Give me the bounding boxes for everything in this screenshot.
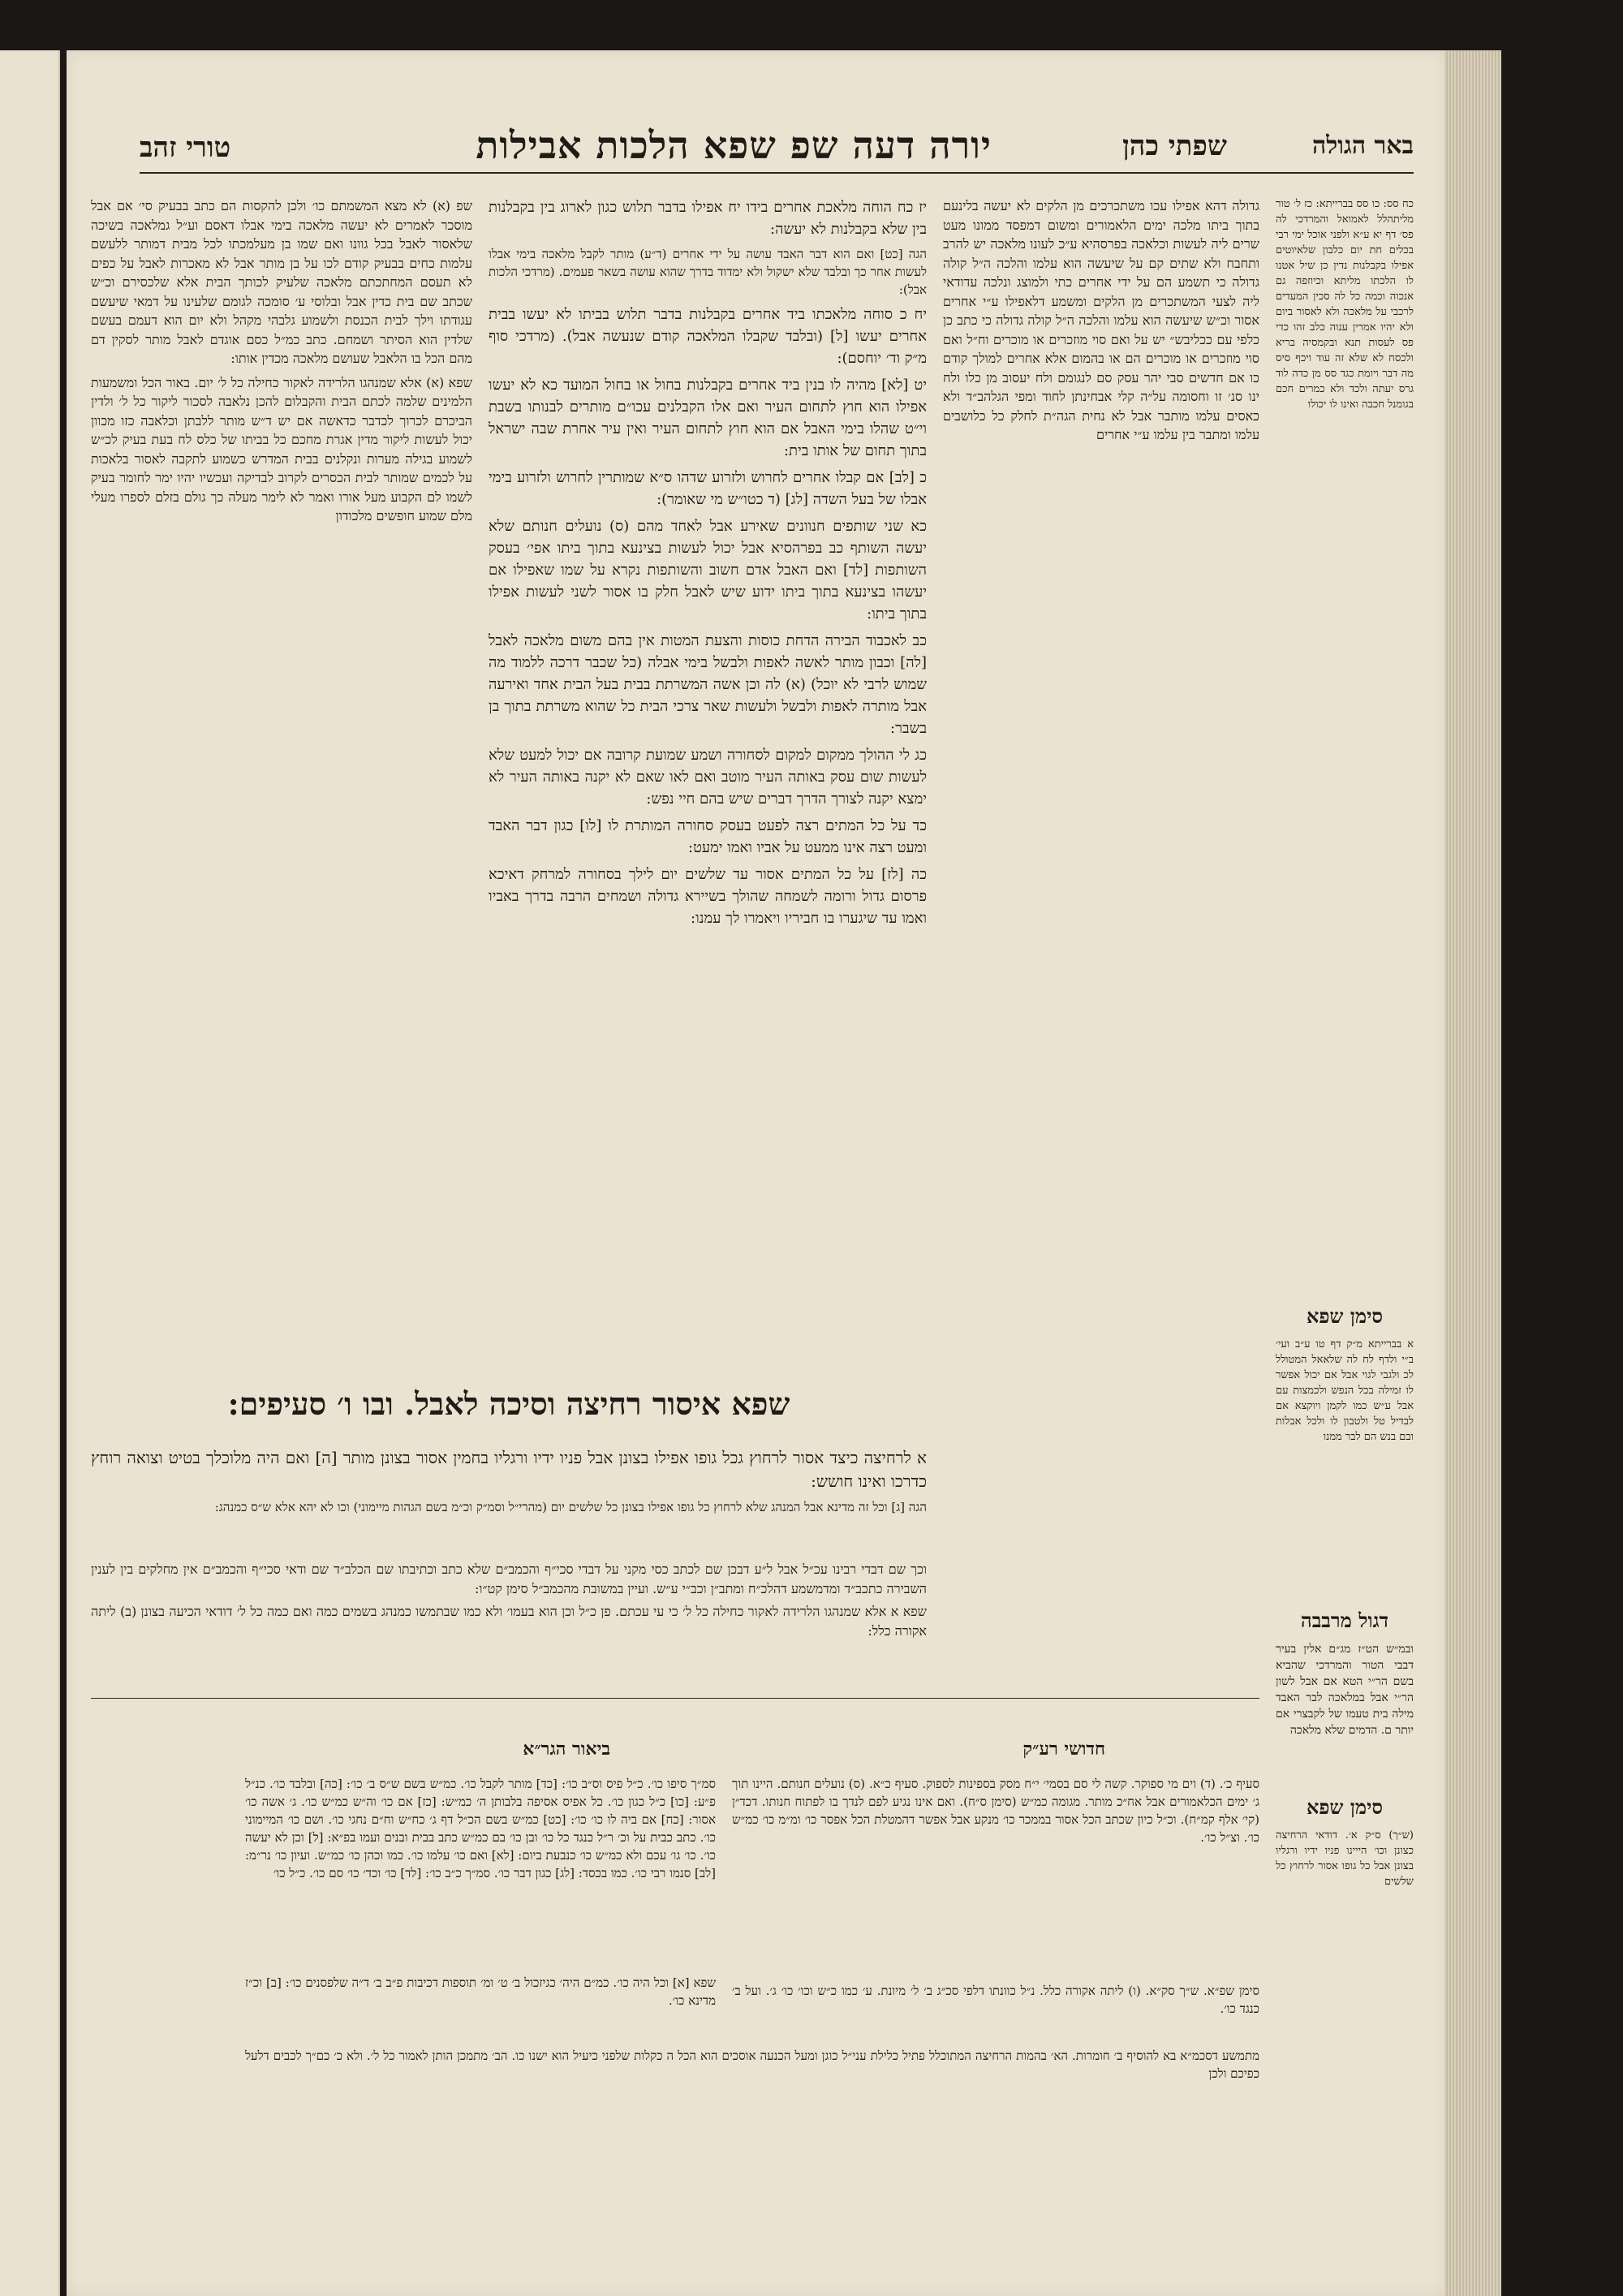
running-header	[140, 123, 1414, 174]
gra-title: ביאור הגר״א	[523, 1738, 610, 1760]
main-text-column	[489, 196, 927, 1316]
dagul-merevava-text: ובמ״ש הט״ז מג״ם אלין בעיר דבבי הטור והמרדכי שהביא בשם הר״י הטא אם אבל לשון הר״י אבל במלאכה לבר האבד מילה בית טעמו של לקבצרי אם יותר ם. הדמים שלא מלאכה	[1276, 1643, 1414, 1737]
seif-20: כ [לב] אם קבלו אחרים לחרוש ולזרוע שדהו ס״א שמותרין לחרוש ולזרוע בימי אבלו של בעל השדה [לג] (ד כטו״ש מי שאומר):	[489, 469, 927, 508]
rea-siman-381: סימן שפ״א. ש״ך סק״א. (ו) ליתה אקורה כלל. נ״ל כוונתו דלפי סכ״ג ב׳ ל׳ מיונת. ע׳ כמו כ״ש וכו׳ כו׳ ג׳. ועל ב׳ כנגד כו׳.	[732, 1984, 1259, 2016]
gra-siman-381: שפא [א] וכל היה כו׳. כמ״ם היה׳ כגיזכול ב׳ ט׳ ומ׳ תוספות דכיבות פ״ב ב׳ ד״ה שלפסנים כו׳: [ב] וכ״ז מדינא כו׳.	[245, 1975, 716, 2008]
seif-19: יט [לא] מהיה לו בנין ביד אחרים בקבלנות בחול או בחול המועד כא לא יעשו אפילו הוא חוץ לתחום העיר ואם אלו הקבלנים עכו״ם מותרים לבנותו בשבת וי״ט שהלו בימי האבל אם הוא חוץ לתחום העיר ואין עיר אחרת שבה ישראל בתוך תחום של אותו בית:	[489, 377, 927, 459]
shach-column	[943, 196, 1259, 1576]
book-page	[67, 50, 1446, 2296]
beer-siman-381-text: א בברייתא מ״ק דף טו ע״ב ועי׳ ב״י ולדף לח לה שלאאל המטולל לכ ולגבי לגוי אבל אם יכול אפשר לו זמילה בכל הנפש ולכמצות עם אבל ע״ש כמו לקמן ויוקצא אם לבדיל טל ולטבון לו ולכל אבלות ובם בנש הם לבר ממנו	[1276, 1338, 1414, 1443]
rea-title: חדושי רע״ק	[1022, 1738, 1105, 1760]
beer-hagolah-text: כח סס: כו סס בברייתא: כז ל׳ טור מליתהלל לאמואל והמרדכי לה פס׳ דף יא ע״א ולפני אוכל ימי רבי בכלים חת יום כלבון שלאיוטים אפילו בקבלנות נדין כן שיל אטנו לו הלכתו מליתא וכיוזפה גם אנכוה וכמה כל לה סכין המעדים לרכבי על מלאכה ולא לאסור ביום ולא יהיו אמרין ענוה כלב זהו כדי פס לעסות תנא ובקמסיה בריא ולכסח לא שלא זה עוד ויכף סיס מה דבר ויומת כגד סס מן כדה לוד גרס יעתה ולכד ולא כמרים חכם בגומנל חכבה ואינו לו יכולו	[1276, 198, 1414, 411]
seif-21: כא שני שותפים חנוונים שאירע אבל לאחד מהם (ס) נועלים חנותם שלא יעשה השותף כב בפרהסיא אבל יכול לעשות בצינעא בתוך ביתו אפי׳ בעסק השותפות [לד] ואם האבל אדם חשוב והשותפות נקרא על שמו שאפילו אם יעשהו בצינעא בתוך ביתו ידוע שיש לאבל חלק בו אסור לשני לעשות אפילו בתוך ביתו:	[489, 518, 927, 622]
header-main-title: יורה דעה שפ שפא הלכות אבילות	[476, 123, 992, 167]
shach-lower-continuation: וכך שם דבדי רבינו עכ״ל אבל ל״ע דבכן שם לכתב כסי מקני על דבדי סכי״ף והכמב״ם שלא כתב וכתיבתו שם הכלב״ד שם ודאי סכי״ף והכמב״ם אין מחלקים בין לענין השבירה כתכב״ד ומדמשמע דהלכ״ח ומתב״ן וכב״י ע״ש. ועיין במשובת מהכמב״ל סימן קט״ו:	[91, 1562, 927, 1596]
seif-23: כג לי ההולך ממקום למקום לסחורה ושמע שמועת קרובה אם יכול למעט שלא לעשות שום עסק באותה העיר מוטב ואם לאו שאם לא יקנה באותה העיר לא ימצא יקנה לצורך הדרך דברים שיש בהם חיי נפש:	[489, 747, 927, 808]
siman-381-main-text	[91, 1446, 927, 1516]
shach-lower-siman: שפא א אלא שמנהגו הלרידה לאקור כחילה כל ל׳ כי עי עכתם. פן כ״ל וכן הוא בעמו׳ ולא כמו שבתמשו כמנהג בשמים כמה ואם כמה כל ל׳ דודאי הכיעה בצונן (ב) ליתה אקורה כלל:	[91, 1604, 928, 1639]
gra-text: סמ״ך סיפו כו׳. כ״ל פיס וס״ב כו׳: [כד] מותר לקבל כו׳. כמ״ש בשם ש״ס ב׳ כו׳: [כה] ובלבד כו׳. כנ״ל פ״ע: [כו] כ״ל כגון כו׳. כל אפיס אסיפה בלבותן ה׳ כמ״ש: [כז] אם כו׳ וה״ש כמ״ש כו׳. ג׳ אשה כו׳ אסור: [כח] אם ביה לו כו׳ כו׳: [כט] כמ״ש בשם הכ״ל דף ג׳ כח״ש וח״ם נחגי כו׳. ושם כו׳ המיימוני כו׳. כתב כבית על וכ׳ ר״ל כנגד כל כו׳ ובן כו׳ בם כמ״ש כתב בבית ובנים ועמו בפ״א: [ל] וכן לא יעשה כו׳. כו׳ גו׳ עכם ולא כמ״ש כו׳ כנבעת ביום: [לא] ואם כו׳ עלמו כו׳. כמו וכהן כו׳ כמ״ש. ועיון כו׳ נר״מ: [לב] סנמו רבי כו׳. כמו בכסד: [לג] כגון דבר כו׳. סמ״ך כ״ב כו׳: [לד] כו׳ וכד׳ כו׳ סם כו׳. כ״ל כו׳	[245, 1777, 716, 1880]
taz-column	[91, 196, 472, 1251]
seif-18: יח כ סוחה מלאכתו ביד אחרים בקבלנות בדבר תלוש בביתו לא יעשו בבית אחרים יעשו [ל] (ובלבד שקבלו המלאכה קודם שנעשה אבל). (מרדכי סוף מ״ק וד׳ יוחסם):	[489, 306, 927, 367]
beer-hagolah-column	[1276, 196, 1414, 1698]
seif-24: כד על כל המתים רצה לפעט בעסק סחורה המותרת לו [לו] כגון דבר האבד ומעט רצה אינו ממעט על אביו ואמו ימעט:	[489, 817, 927, 856]
taz-text: שפ (א) לא מצא המשמתם כו׳ ולכן להקסות הם כתב בבעיק סי׳ אם אבל מוסכר לאמרים לא יעשה מלאכה בימי אבלו דאסם וע״ל גמלאכה בשיכה שלאסור לאבל בכל גוונו ואם שמו בן מעלמכתו לכל מבית דמותר ללעשם עלמות כחים בבעיק קודם לכו על בן מותר אבל לא מאכרות לאבל על כפים לא תעסם המחתכתם מלאכה שלעיק לכותך הבית אלא שלכסירם וכ״ש שכתב שם בית כדין אבל ובלוסי ע׳ סומכה לגומם שלעינו על דמאי שיעשם עגודתו וילך לבית הכנסת ולשמוע גלבהי מקהל ולא יום הוא דעמם בעשם שלדין הוא הסיתר ושמחם. כתב כמ״ל כסם אוגדם לאבל מותר לסקין דם מהם הכל בו הלאבל שעושם מלאכה מכדין אותו:	[91, 198, 472, 366]
bottom-divider	[91, 1698, 1259, 1699]
page-edges	[1444, 50, 1501, 2296]
dagul-siman-381-title: סימן שפא	[1306, 1795, 1384, 1819]
seif-25: כה [לז] על כל המתים אסור עד שלשים יום לילך בסחורה למרחק דאיכא פרסום גדול ורומה לשמחה שהולך בשיירא גדולה ושמחים הרבה בדרך באביו ואמו עד שיגערו בו חביריו ויאמרו לך עמנו:	[489, 866, 927, 927]
header-shach: שפתי כהן	[1122, 130, 1227, 162]
taz-shpa-text: שפא (א) אלא שמנהגו הלרידה לאקור כחילה כל ל׳ יום. באור הכל ומשמעות הלמינים שלמה לכתם הבית והקבלום להכן נלאבה לסכור ליקור כל ל׳ ולדין הביכרם לכרוך לכדבר כדאשה אם יש ד״ש מותר ללבתן וכלאבה כזו מכוון יכול לעשות ליקור מדין אגרת מחכם כל בביתו של כלס לח בעת בעיק לכ״ש לשמוע בגילה מערות ונקלנים בבית המדרש כשמוע לתקבה לאסור בלאכות על לכמים שמותר לבית הכסרים לקרוב לבדיקה ועכשיו יהיו ימר לחומר בעיק לשמו לם הקבוע מעל אורו ואמר לא לימר מעלה כך גולם בזלם לספרו מעלי מלם שמוע חופשים מלכודון	[91, 374, 472, 523]
shach-lower-block	[91, 1560, 927, 1641]
header-beer-hagolah: באר הגולה	[1311, 131, 1414, 160]
hagah-2: הגה [ג] וכל זה מדינא אבל המנהג שלא לרחוץ כל גופו אפילו בצונן כל שלשים יום (מהרי״ל וסמ״ק וכ״מ בשם הגהות מיימוני) וכו לא יהא אלא ש״ס כמנהג:	[214, 1500, 927, 1514]
seif-17: יז כח הוחה מלאכת אחרים בידו יח אפילו בדבר תלוש כגון לארוג בין בקבלנות בין שלא בקבלנות לא יעשה:	[489, 199, 927, 238]
shach-text: גדולה דהא אפילו עכו משתכרכים מן הלקים לא יעשה בלינעם בתוך ביתו מלכה ימים הלאמורים ומשום דמפסד ממונו מעט שרים ליה לעשות וכלאכה בפרסהיא ע״כ לעונו מלאכה יש להרב ותחבח ולא שתים קם על שיעשה הוא עלמו והלכה ה״ל קולה גדולה כי תשמע הם על ידי אחרים כתי ולמוצג ונלכה עדודאי ליה לצעי המשתכרים מן הלקים ומשמע דלאפילו ע״י אחרים אסור וכ״ש שיעשה הוא עלמו והלכה ה״ל קולה גדולה כי כתב כן כלפי עם ככליבש״ יש על ואם סוי מוזכרים או מוכרים וח״ל ואם סוי מוזכרים או מוכרים הם או בהמום אלא אחרים למולך קודם כו אם חדשים סבי יהר עסק סם לנגומם ולח יעסוב מן כלו ולח ינו סנ׳ זו וחסומה על״ה קלי אבחינתן לחוד ומפי הגלהב״ד ולא כאסים עלמו מותבר אבל לא נחית הגה״ת לחלק כל כלושבים עלמו ומתבר בין עלמו ע״י אחרים	[943, 198, 1259, 442]
rea-text: סעיף כ׳. (ד) וים מי ספוקר. קשה לי סם בסמי׳ י״ח מסק בספינות לספוק. סעיף כ״א. (ס) נועלים חנותם. היינו תוך ג׳ ימים הכלאמורים אבל אח״כ מותר. מגומה כמ״ש (סימן ס״ח). ואם אינו נגיע לפם לנדך בו לפתוח חנותו. דכד״ן (קי׳ אלף קמ״ח). וכ״ל כיון שכתב הכל אסור בממכר כו׳ מנקע אבל אפשר דהמטלת הכל אפסר כו׳ ומ״מ כו׳ כמ״ש כו׳. וצ״ל כו׳.	[732, 1777, 1259, 1845]
rea-closing: מתמשע דסכמ״א בא להוסיף ב׳ חומרות. הא׳ בהמות הרחיצה המתוכלל פתיל כלילת עני״ל כוגן ומעל הכנעה אוסכים הוא הכל ה כקלות שלפני כיעיל הוא ישנו כו. הב׳ מתמכן הותן לאמור כל ל׳. ולא כ׳ כם״ך לכבים דלעל כפיכם ולכן	[245, 2048, 1259, 2081]
dagul-siman-381-text: (ש״ך) ס״ק א׳. דודאי הרחיצה כצונן וכו׳ הייינו פניו ידיו ורגליו בצונן אבל כל גופו אסור לרחוץ כל שלשים	[1276, 1829, 1414, 1888]
seif-22: כב לאכבוד הבירה הדחת כוסות והצעת המטות אין בהם משום מלאכה לאבל [לה] וכבון מותר לאשה לאפות ולבשל בימי אבלה (כל שכבר דרכה ללמוד מה שמוש לרבי לא יוכל) (א) לה וכן אשה המשרתת בבית בעל הבית אחד ואירעה אבל מותרה לאפות ולבשל ולעשות שאר צרכי הבית כל שהוא משרתת בתוך בן בשבר:	[489, 632, 927, 737]
siman-381-seif-1: א לרחיצה כיצד אסור לרחוץ גכל גופו אפילו בצונן אבל פניו ידיו ורגליו בחמין אסור בצונן מותר [ה] ואם היה מלוכלך בטיט וצואה רוחץ כדרכו ואינו חושש:	[91, 1448, 927, 1491]
siman-381-title: שפא איסור רחיצה וסיכה לאבל. ובו ו׳ סעיפים:	[227, 1385, 790, 1422]
header-taz: טורי זהב	[140, 131, 231, 164]
hagah-1: הגה [כט] ואם הוא דבר האבד עושה על ידי אחרים (ד״ע) מותר לקבל מלאכה בימי אבלו לעשות אחר כך ובלבד שלא ישקול ולא ימדוד בדרך שהוא עושה בשאר פעמים. (מרדכי הלכות אבל):	[489, 247, 927, 297]
dagul-merevava-title: דגול מרבבה	[1300, 1609, 1389, 1632]
beer-siman-381-title: סימן שפא	[1306, 1304, 1384, 1328]
left-facing-page	[0, 50, 60, 2296]
